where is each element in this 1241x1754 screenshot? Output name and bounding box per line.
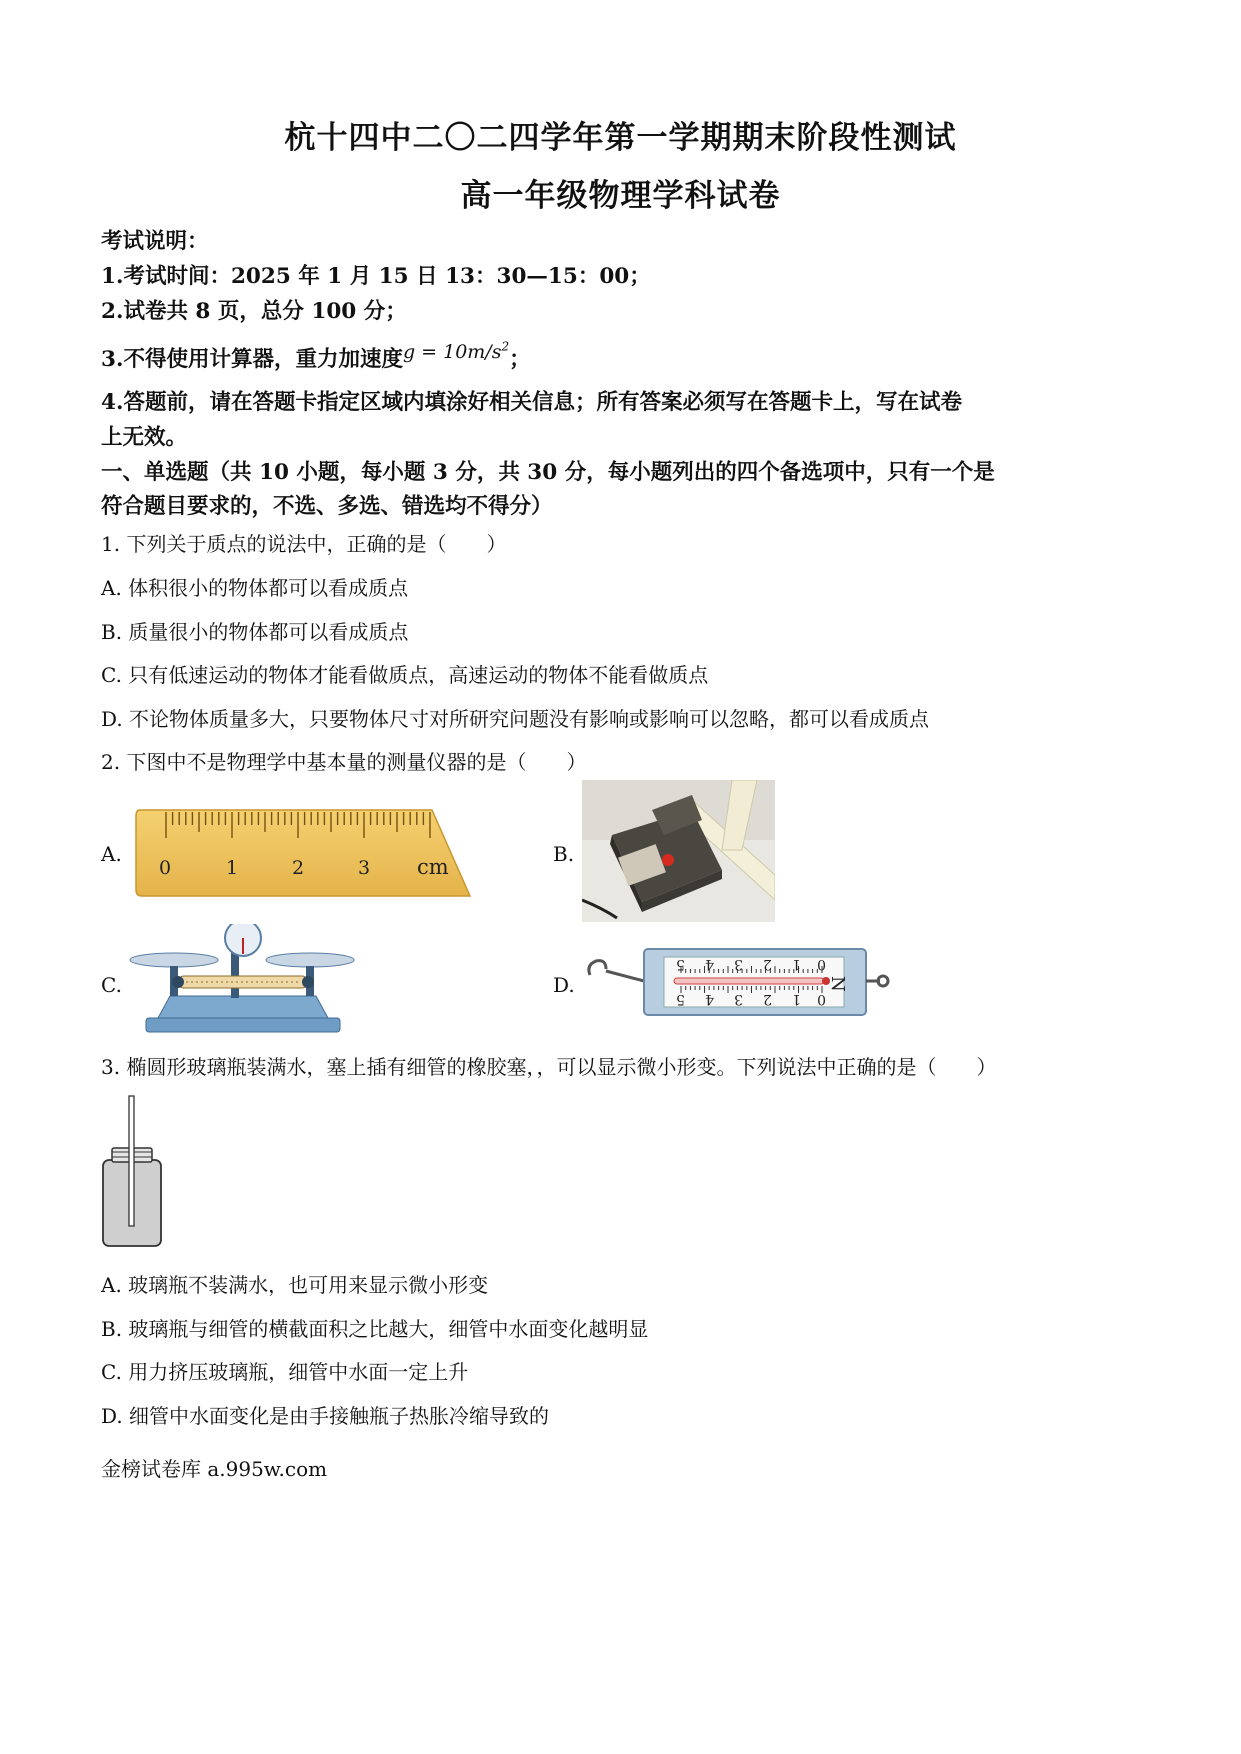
question-2-option-d-label: D. [553,973,575,997]
scale-unit: N [827,976,848,992]
question-2-stem: 2. 下图中不是物理学中基本量的测量仪器的是（ ） [101,750,587,774]
balance-scale-image [128,924,356,1036]
question-1-option-d: D. 不论物体质量多大，只要物体尺寸对所研究问题没有影响或影响可以忽略，都可以看成质点 [101,707,930,731]
instruction-item-4-line2: 上无效。 [101,425,188,450]
spring-scale-image [584,945,890,1019]
question-3-option-a: A. 玻璃瓶不装满水，也可用来显示微小形变 [101,1273,489,1297]
instructions-heading: 考试说明： [101,229,209,254]
scale-tick-label: 2 [763,991,772,1007]
instruction-item-3 [101,339,531,373]
question-2-option-b-label: B. [553,842,575,866]
ruler-tick-label: 0 [159,857,172,879]
scale-tick-label: 1 [792,956,801,972]
section-heading-line2: 符合题目要求的，不选、多选、错选均不得分） [101,494,553,519]
question-3-option-c: C. 用力挤压玻璃瓶，细管中水面一定上升 [101,1360,469,1384]
question-1-stem: 1. 下列关于质点的说法中，正确的是（ ） [101,532,507,556]
scale-tick-label: 4 [705,956,714,972]
question-1-option-b: B. 质量很小的物体都可以看成质点 [101,620,409,644]
ruler-tick-label: 3 [358,857,371,879]
scale-tick-label: 0 [817,956,826,972]
scale-tick-label: 0 [817,991,826,1007]
scale-tick-label: 3 [734,956,743,972]
scale-tick-label: 1 [792,991,801,1007]
ruler-image [132,808,472,898]
page-title: 杭十四中二〇二四学年第一学期期末阶段性测试 [284,120,957,156]
scale-tick-label: 5 [676,956,685,972]
question-1-option-c: C. 只有低速运动的物体才能看做质点，高速运动的物体不能看做质点 [101,663,709,687]
scale-tick-label: 2 [763,956,772,972]
instruction-item-1: 1.考试时间：2025 年 1 月 15 日 13：30—15：00； [101,264,651,289]
question-1-option-a: A. 体积很小的物体都可以看成质点 [101,576,409,600]
instruction-item-3-prefix: 3.不得使用计算器，重力加速度 [101,347,403,372]
footer-watermark: 金榜试卷库 a.995w.com [101,1457,328,1481]
ruler-tick-label: 2 [292,857,305,879]
scale-tick-label: 3 [734,991,743,1007]
question-2-option-c-label: C. [101,973,122,997]
gravity-formula: $g = 10m/s^2$ [402,339,510,363]
question-3-stem: 3. 椭圆形玻璃瓶装满水，塞上插有细管的橡胶塞，，可以显示微小形变。下列说法中正确的是（ ） [101,1055,997,1079]
instruction-item-3-suffix: ； [509,347,531,372]
scale-tick-label: 4 [705,991,714,1007]
instruction-item-4-line1: 4.答题前，请在答题卡指定区域内填涂好相关信息；所有答案必须写在答题卡上，写在试卷 [101,390,962,415]
ruler-unit: cm [417,855,449,879]
scale-tick-label: 5 [676,991,685,1007]
question-2-option-a-label: A. [101,842,122,866]
ticker-timer-image [582,780,775,922]
ruler-tick-label: 1 [226,857,239,879]
glass-bottle-image [100,1094,166,1250]
page-subtitle: 高一年级物理学科试卷 [460,178,781,214]
question-3-option-b: B. 玻璃瓶与细管的横截面积之比越大，细管中水面变化越明显 [101,1317,649,1341]
instruction-item-2: 2.试卷共 8 页，总分 100 分； [101,299,407,324]
section-heading-line1: 一、单选题（共 10 小题，每小题 3 分，共 30 分，每小题列出的四个备选项中，只有一个是 [101,460,995,485]
question-3-option-d: D. 细管中水面变化是由手接触瓶子热胀冷缩导致的 [101,1404,550,1428]
